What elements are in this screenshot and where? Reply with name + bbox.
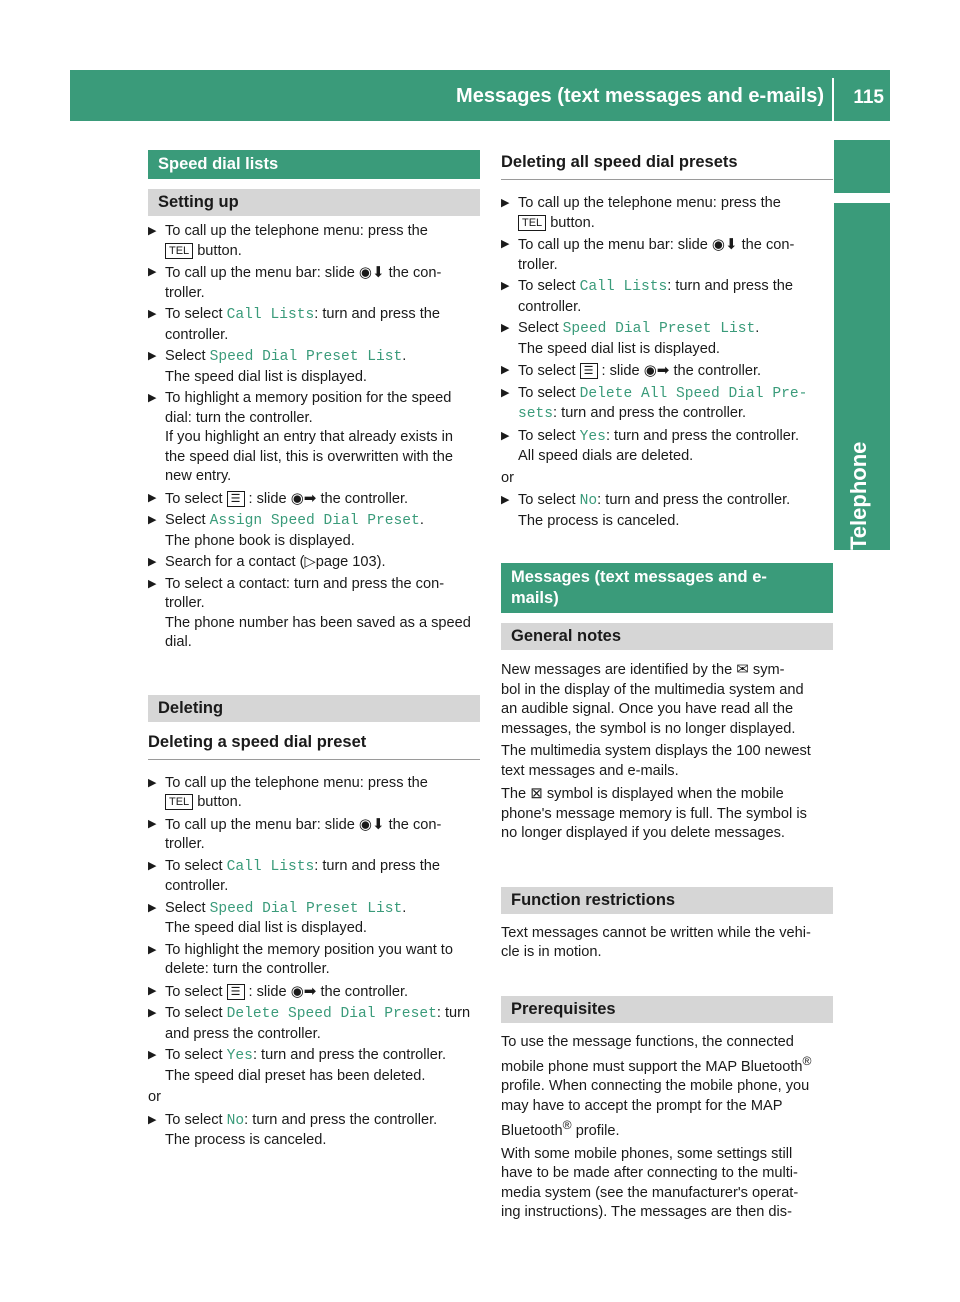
arrow-icon: ▶ (501, 322, 510, 334)
sub-subsection-heading: Deleting all speed dial presets (501, 150, 833, 180)
step: ▶ To select Delete All Speed Dial Pre‐ sets: turn and press the controller. (501, 384, 808, 422)
chapter-title: Messages (text messages and e-mails) (456, 85, 824, 107)
step: ▶ To select ☰ : slide ◉➡ the controller. (148, 982, 409, 1000)
menu-item-yes: Yes (226, 1048, 253, 1064)
menu-item-delete-all-speed-dial-presets-cont: sets (518, 406, 554, 422)
phone-book-icon: ☰ (227, 491, 245, 507)
arrow-icon: ▶ (148, 350, 157, 362)
menu-item-speed-dial-preset-list: Speed Dial Preset List (209, 900, 403, 917)
arrow-icon: ▶ (148, 1049, 157, 1061)
subsection-heading: Function restrictions (501, 887, 833, 914)
controller-slide-down-icon: ◉⬇ (358, 815, 385, 833)
step: ▶ To select Yes: turn and press the controller. The speed dial preset has been deleted. (148, 1047, 447, 1084)
menu-item-yes: Yes (579, 428, 606, 445)
tel-key-icon: TEL (165, 243, 193, 259)
menu-item-no: No (226, 1112, 245, 1129)
step: ▶ To select a contact: turn and press the con- troller. The phone number has been saved as a speed dial. (148, 575, 471, 650)
side-tab-spacer (834, 193, 890, 203)
section-heading: Speed dial lists (148, 150, 480, 179)
menu-item-call-lists: Call Lists (579, 279, 668, 295)
step: ▶ To select Call Lists: turn and press the controller. (148, 857, 440, 894)
step: ▶ Search for a contact (▷page 103). (148, 553, 480, 573)
subsection-heading: General notes (501, 623, 833, 650)
step: ▶ To call up the telephone menu: press the TEL button. (148, 223, 428, 259)
step: ▶ To select Call Lists: turn and press the controller. (501, 278, 793, 315)
page-ref-icon: ▷ (304, 554, 316, 570)
step: ▶ To select ☰ : slide ◉➡ the controller. (501, 362, 762, 379)
controller-slide-right-icon: ◉➡ (643, 362, 670, 379)
arrow-icon: ▶ (148, 1007, 157, 1019)
arrow-icon: ▶ (148, 776, 157, 789)
side-tab-marker (834, 140, 890, 193)
arrow-icon: ▶ (501, 386, 510, 399)
menu-item-call-lists: Call Lists (226, 858, 315, 875)
arrow-icon: ▶ (501, 494, 510, 506)
controller-slide-down-icon: ◉⬇ (358, 264, 385, 281)
paragraph: New messages are identified by the ✉ sym- bol in the display of the multimedia system and an audible signal. Once you have read all the messages, the symbol is no longer displayed. (501, 661, 804, 737)
setting-up-steps (148, 222, 480, 653)
deleting-alt-steps (148, 1111, 480, 1151)
arrow-icon: ▶ (148, 1113, 157, 1126)
step: ▶ To select No: turn and press the controller. The process is canceled. (148, 1111, 438, 1148)
deleting-steps (148, 774, 480, 1087)
subsection-heading: Deleting (148, 695, 480, 722)
side-tab-label: Telephone (846, 441, 871, 550)
arrow-icon: ▶ (148, 491, 157, 504)
deleting-all-steps (501, 194, 833, 467)
paragraph: The multimedia system displays the 100 newest text messages and e-mails. (501, 743, 811, 779)
tel-key-icon: TEL (518, 215, 546, 231)
phone-book-icon: ☰ (227, 984, 245, 1000)
subsection-heading: Setting up (148, 189, 480, 216)
arrow-icon: ▶ (148, 817, 157, 830)
controller-slide-down-icon: ◉⬇ (711, 236, 738, 253)
controller-slide-right-icon: ◉➡ (290, 489, 317, 507)
subsection-heading: Prerequisites (501, 996, 833, 1023)
step: ▶ To call up the menu bar: slide ◉⬇ the con- troller. (148, 264, 442, 301)
right-column (501, 150, 833, 1226)
arrow-icon: ▶ (148, 308, 157, 320)
arrow-icon: ▶ (148, 392, 157, 404)
menu-item-call-lists: Call Lists (226, 307, 315, 323)
header-divider (832, 78, 834, 121)
arrow-icon: ▶ (148, 266, 157, 278)
controller-slide-right-icon: ◉➡ (290, 982, 317, 1000)
phone-book-icon: ☰ (580, 363, 598, 379)
arrow-icon: ▶ (148, 901, 157, 914)
memory-full-icon: ⊠ (530, 785, 543, 802)
arrow-icon: ▶ (501, 280, 510, 292)
step: ▶ To call up the telephone menu: press the TEL button. (148, 774, 428, 810)
left-column (148, 150, 480, 1153)
arrow-icon: ▶ (501, 238, 510, 250)
step: ▶ To select ☰ : slide ◉➡ the controller. (148, 489, 409, 507)
step: ▶ To select Yes: turn and press the controller. All speed dials are deleted. (501, 427, 800, 464)
deleting-all-alt-steps (501, 491, 833, 531)
menu-item-speed-dial-preset-list: Speed Dial Preset List (562, 321, 756, 337)
menu-item-delete-all-speed-dial-presets: Delete All Speed Dial Pre‐ (579, 385, 808, 402)
paragraph: The ⊠ symbol is displayed when the mobile phone's message memory is full. The symbol is no longer displayed if you delete messages. (501, 785, 807, 841)
step: ▶ To select Delete Speed Dial Preset: turn and press the controller. (148, 1005, 471, 1042)
sub-subsection-heading: Deleting a speed dial preset (148, 732, 480, 760)
arrow-icon: ▶ (501, 429, 510, 442)
menu-item-speed-dial-preset-list: Speed Dial Preset List (209, 349, 403, 365)
menu-item-assign-speed-dial-preset: Assign Speed Dial Preset (209, 513, 420, 529)
arrow-icon: ▶ (148, 984, 157, 997)
step: ▶ Select Speed Dial Preset List. The speed dial list is displayed. (148, 899, 407, 936)
step: ▶ To select No: turn and press the controller. The process is canceled. (501, 492, 791, 529)
arrow-icon: ▶ (148, 225, 157, 237)
step: ▶ To call up the menu bar: slide ◉⬇ the con- troller. (501, 236, 795, 273)
step: ▶ To highlight a memory position for the speed dial: turn the controller. If you highlight an entry that already exists in the speed dial list, this is overwritten with the new entry. (148, 390, 453, 484)
paragraph: Text messages cannot be written while the vehi- cle is in motion. (501, 924, 811, 960)
arrow-icon: ▶ (148, 514, 157, 526)
arrow-icon: ▶ (148, 859, 157, 872)
or-separator: or (501, 469, 514, 486)
or-separator: or (148, 1089, 161, 1105)
tel-key-icon: TEL (165, 794, 193, 810)
envelope-icon: ✉ (736, 661, 749, 678)
step: ▶ To call up the menu bar: slide ◉⬇ the con- troller. (148, 815, 442, 852)
step: ▶ To select Call Lists: turn and press the controller. (148, 306, 440, 343)
arrow-icon: ▶ (501, 197, 510, 209)
menu-item-delete-speed-dial-preset: Delete Speed Dial Preset (226, 1006, 437, 1022)
paragraph: To use the message functions, the connected mobile phone must support the MAP Bluetooth® profile. When connecting the mobile phone, you may have to accept the prompt for the MAP Bluetooth® profile. (501, 1033, 812, 1140)
paragraph: With some mobile phones, some settings still have to be made after connecting to the multi- media system (see the manufacturer's operat- ing instructions). The messages are then dis- (501, 1145, 799, 1221)
step: ▶ Select Speed Dial Preset List. The speed dial list is displayed. (501, 320, 760, 357)
page-header (70, 70, 890, 121)
arrow-icon: ▶ (148, 556, 157, 568)
step: ▶ Select Assign Speed Dial Preset. The phone book is displayed. (148, 512, 424, 549)
step: ▶ Select Speed Dial Preset List. The speed dial list is displayed. (148, 348, 407, 385)
arrow-icon: ▶ (148, 943, 157, 956)
page-ref-link[interactable]: page 103). (315, 554, 386, 570)
section-heading: Messages (text messages and e- mails) (501, 563, 833, 613)
step: ▶ To highlight the memory position you want to delete: turn the controller. (148, 941, 453, 977)
page-number: 115 (853, 87, 884, 108)
step: ▶ To call up the telephone menu: press the TEL button. (501, 195, 781, 231)
arrow-icon: ▶ (501, 364, 510, 376)
menu-item-no: No (579, 493, 598, 509)
arrow-icon: ▶ (148, 577, 157, 590)
